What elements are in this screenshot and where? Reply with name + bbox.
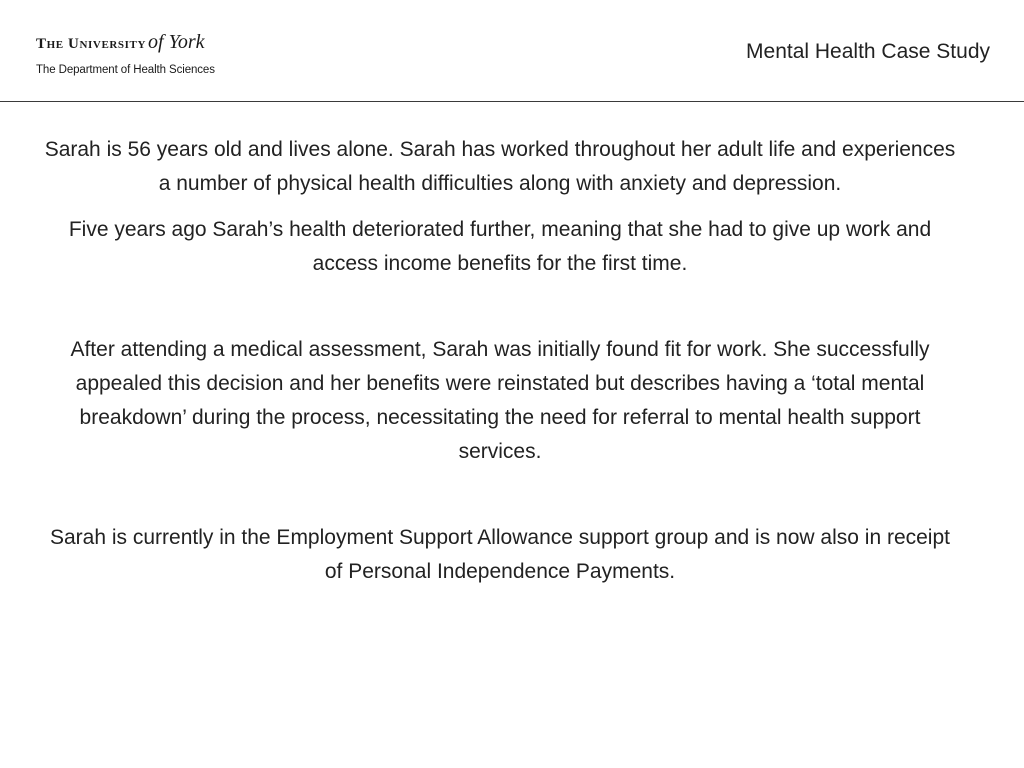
slide-title: Mental Health Case Study (746, 40, 990, 63)
logo-university-text: The University (36, 36, 147, 52)
paragraph-1: Sarah is 56 years old and lives alone. Sarah has worked throughout her adult life and experiences a number of physical health difficulties along with anxiety and depression. (44, 138, 956, 195)
paragraph-2: Five years ago Sarah’s health deteriorated further, meaning that she had to give up work and access income benefits for the first time. (68, 218, 932, 275)
paragraph-3: After attending a medical assessment, Sarah was initially found fit for work. She successfully appealed this decision and her benefits were reinstated but describes having a ‘total mental breakdown’ during the process, necessitating the need for referral to mental health support services. (70, 338, 930, 463)
paragraph-4: Sarah is currently in the Employment Support Allowance support group and is now also in receipt of Personal Independence Payments. (50, 526, 950, 583)
case-study-body (40, 133, 960, 589)
logo-department-text: The Department of Health Sciences (36, 64, 215, 76)
university-logo (36, 31, 296, 76)
slide-header (0, 0, 1024, 102)
logo-title-line (36, 31, 296, 55)
logo-of-york-script: of York (148, 31, 205, 53)
